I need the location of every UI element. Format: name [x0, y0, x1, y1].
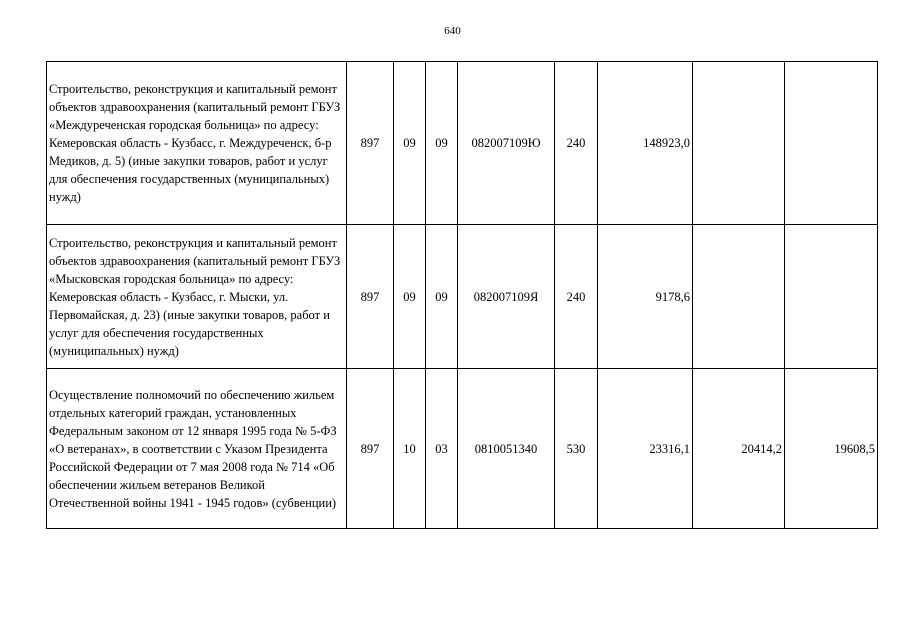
amount-year-3	[785, 62, 878, 225]
table-row	[47, 62, 878, 225]
target-article-code: 082007109Я	[458, 225, 555, 369]
amount-year-3: 19608,5	[785, 369, 878, 529]
row-description: Строительство, реконструкция и капитальный ремонт объектов здравоохранения (капитальный ремонт ГБУЗ «Мысковская городская больница» по адресу: Кемеровская область - Кузбасс, г. Мыски, ул. Первомайская, д. 23) (иные закупки товаров, работ и услуг для обеспечения государственных (муниципальных) нужд)	[47, 225, 347, 369]
section-code: 10	[394, 369, 426, 529]
amount-year-1: 9178,6	[598, 225, 693, 369]
expense-type-code: 240	[555, 225, 598, 369]
amount-year-2	[693, 62, 785, 225]
row-description: Осуществление полномочий по обеспечению жильем отдельных категорий граждан, установленных Федеральным законом от 12 января 1995 года № 5-ФЗ «О ветеранах», в соответствии с Указом Президента Российской Федерации от 7 мая 2008 года № 714 «Об обеспечении жильем ветеранов Великой Отечественной войны 1941 - 1945 годов» (субвенции)	[47, 369, 347, 529]
table-row	[47, 369, 878, 529]
target-article-code: 082007109Ю	[458, 62, 555, 225]
amount-year-2	[693, 225, 785, 369]
ministry-code: 897	[347, 225, 394, 369]
amount-year-1: 148923,0	[598, 62, 693, 225]
subsection-code: 09	[426, 225, 458, 369]
section-code: 09	[394, 225, 426, 369]
budget-table	[46, 61, 878, 529]
table-row	[47, 225, 878, 369]
ministry-code: 897	[347, 369, 394, 529]
row-description: Строительство, реконструкция и капитальный ремонт объектов здравоохранения (капитальный ремонт ГБУЗ «Междуреченская городская больница» по адресу: Кемеровская область - Кузбасс, г. Междуреченск, б-р Медиков, д. 5) (иные закупки товаров, работ и услуг для обеспечения государственных (муниципальных) нужд)	[47, 62, 347, 225]
subsection-code: 03	[426, 369, 458, 529]
ministry-code: 897	[347, 62, 394, 225]
section-code: 09	[394, 62, 426, 225]
expense-type-code: 530	[555, 369, 598, 529]
target-article-code: 0810051340	[458, 369, 555, 529]
expense-type-code: 240	[555, 62, 598, 225]
subsection-code: 09	[426, 62, 458, 225]
amount-year-1: 23316,1	[598, 369, 693, 529]
page-number: 640	[444, 25, 461, 37]
amount-year-2: 20414,2	[693, 369, 785, 529]
amount-year-3	[785, 225, 878, 369]
